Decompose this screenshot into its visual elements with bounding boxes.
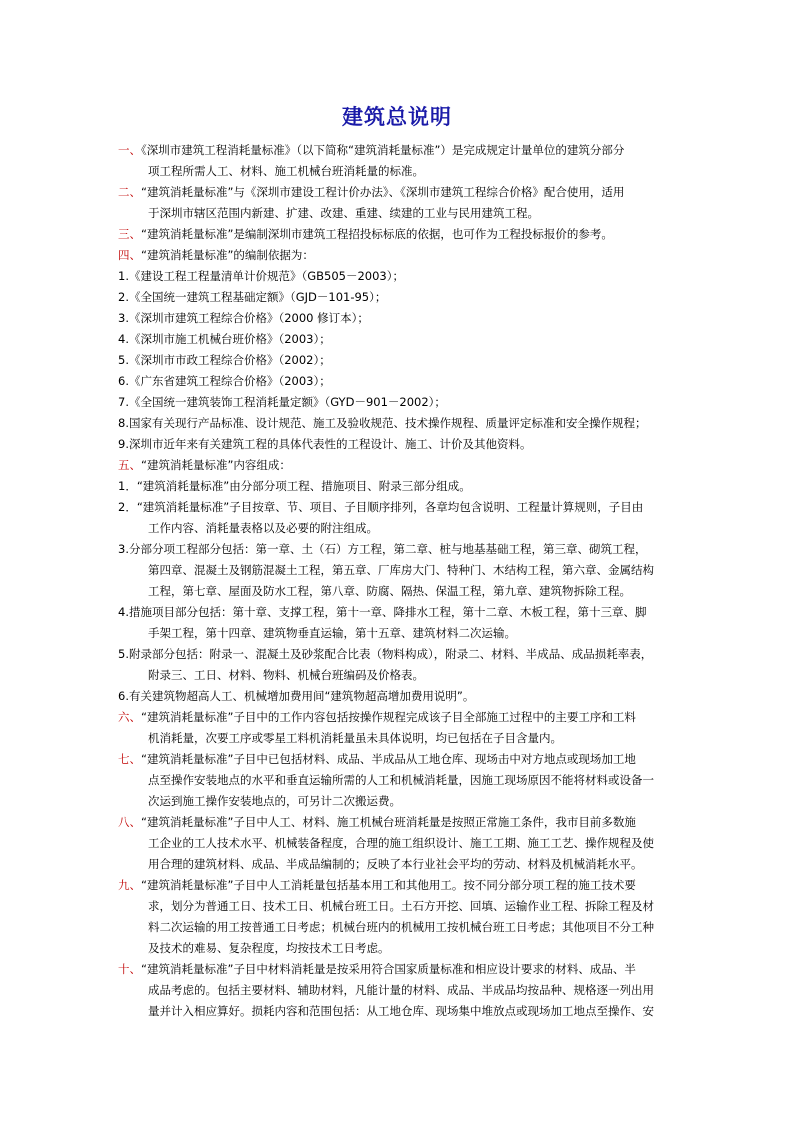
text-line (118, 329, 678, 350)
line-text: 4.《深圳市施工机械台班价格》（2003）； (118, 332, 331, 346)
document-title: 建筑总说明 (342, 104, 452, 129)
text-line (118, 686, 678, 707)
section-number: 十、 (118, 962, 141, 976)
text-line (118, 518, 678, 539)
text-line (118, 602, 678, 623)
line-text: 次运到施工操作安装地点的，可另计二次搬运费。 (148, 794, 401, 808)
line-text: 工企业的工人技术水平、机械装备程度，合理的施工组织设计、施工工期、施工工艺、操作规程及使 (148, 836, 654, 850)
text-line (118, 581, 678, 602)
line-text: 求，划分为普通工日、技术工日、机械台班工日。土石方开挖、回填、运输作业工程、拆除工程及材 (148, 899, 654, 913)
section-number: 四、 (118, 248, 141, 262)
text-line (118, 896, 678, 917)
text-line (118, 1001, 678, 1022)
text-line (118, 791, 678, 812)
line-text: 点至操作安装地点的水平和垂直运输所需的人工和机械消耗量，因施工现场原因不能将材料或设备一 (148, 773, 654, 787)
section-number: 二、 (118, 185, 141, 199)
text-line (118, 455, 678, 476)
line-text: 4.措施项目部分包括：第十章、支撑工程，第十一章、降排水工程，第十二章、木板工程，第十三章、脚 (118, 605, 647, 619)
line-text: 成品考虑的。包括主要材料、辅助材料，凡能计量的材料、成品、半成品均按品种、规格逐一列出用 (148, 983, 654, 997)
line-text: “建筑消耗量标准”与《深圳市建设工程计价办法》、《深圳市建筑工程综合价格》配合使用，适用 (141, 185, 625, 199)
text-line (118, 854, 678, 875)
text-line (118, 938, 678, 959)
line-text: 2.《全国统一建筑工程基础定额》（GJD－101-95）； (118, 290, 387, 304)
text-line (118, 224, 678, 245)
line-text: 于深圳市辖区范围内新建、扩建、改建、重建、续建的工业与民用建筑工程。 (148, 206, 539, 220)
line-text: “建筑消耗量标准”的编制依据为： (141, 248, 314, 262)
line-text: 项工程所需人工、材料、施工机械台班消耗量的标准。 (148, 164, 424, 178)
line-text: 工程，第七章、屋面及防水工程，第八章、防腐、隔热、保温工程，第九章、建筑物拆除工程。 (148, 584, 631, 598)
line-text: 《深圳市建筑工程消耗量标准》（以下简称“建筑消耗量标准”）是完成规定计量单位的建筑分部分 (141, 143, 625, 157)
text-line (118, 266, 678, 287)
line-text: 料二次运输的用工按普通工日考虑；机械台班内的机械用工按机械台班工日考虑；其他项目不分工种 (148, 920, 654, 934)
text-line (118, 812, 678, 833)
line-text: 手架工程，第十四章、建筑物垂直运输，第十五章、建筑材料二次运输。 (148, 626, 516, 640)
text-line (118, 350, 678, 371)
text-line (118, 707, 678, 728)
line-text: 附录三、工日、材料、物料、机械台班编码及价格表。 (148, 668, 424, 682)
line-text: 8.国家有关现行产品标准、设计规范、施工及验收规范、技术操作规程、质量评定标准和安全操作规程； (118, 416, 647, 430)
text-line (118, 749, 678, 770)
text-line (118, 833, 678, 854)
section-number: 五、 (118, 458, 141, 472)
line-text: 9.深圳市近年来有关建筑工程的具体代表性的工程设计、施工、计价及其他资料。 (118, 437, 532, 451)
text-line (118, 539, 678, 560)
line-text: “建筑消耗量标准”子目中材料消耗量是按采用符合国家质量标准和相应设计要求的材料、成品、半 (141, 962, 636, 976)
text-line (118, 623, 678, 644)
text-line (118, 245, 678, 266)
line-text: 7.《全国统一建筑装饰工程消耗量定额》（GYD－901－2002）； (118, 395, 446, 409)
line-text: “建筑消耗量标准”子目中人工消耗量包括基本用工和其他用工。按不同分部分项工程的施工技术要 (141, 878, 636, 892)
line-text: 用合理的建筑材料、成品、半成品编制的；反映了本行业社会平均的劳动、材料及机械消耗水平。 (148, 857, 643, 871)
text-line (118, 980, 678, 1001)
text-line (118, 497, 678, 518)
line-text: 及技术的难易、复杂程度，均按技术工日考虑。 (148, 941, 390, 955)
text-line (118, 560, 678, 581)
line-text: “建筑消耗量标准”子目中的工作内容包括按操作规程完成该子目全部施工过程中的主要工序和工料 (141, 710, 636, 724)
text-line (118, 875, 678, 896)
text-line (118, 182, 678, 203)
section-number: 六、 (118, 710, 141, 724)
text-line (118, 287, 678, 308)
line-text: 量并计入相应算好。损耗内容和范围包括：从工地仓库、现场集中堆放点或现场加工地点至操作、安 (148, 1004, 654, 1018)
text-line (118, 644, 678, 665)
document-body (118, 140, 678, 1022)
line-text: 3.《深圳市建筑工程综合价格》（2000 修订本）； (118, 311, 369, 325)
text-line (118, 203, 678, 224)
text-line (118, 140, 678, 161)
text-line (118, 371, 678, 392)
line-text: “建筑消耗量标准”子目中已包括材料、成品、半成品从工地仓库、现场击中对方地点或现场加工地 (141, 752, 636, 766)
line-text: 工作内容、消耗量表格以及必要的附注组成。 (148, 521, 378, 535)
section-number: 八、 (118, 815, 141, 829)
line-text: 6.《广东省建筑工程综合价格》（2003）； (118, 374, 331, 388)
section-number: 三、 (118, 227, 141, 241)
line-text: 5.《深圳市市政工程综合价格》（2002）； (118, 353, 331, 367)
line-text: 6.有关建筑物超高人工、机械增加费用间“建筑物超高增加费用说明”。 (118, 689, 475, 703)
text-line (118, 308, 678, 329)
text-line (118, 770, 678, 791)
line-text: 1.《建设工程工程量清单计价规范》（GB505－2003）； (118, 269, 404, 283)
line-text: 机消耗量，次要工序或零星工料机消耗量虽未具体说明，均已包括在子目含量内。 (148, 731, 562, 745)
line-text: “建筑消耗量标准”子目中人工、材料、施工机械台班消耗量是按照正常施工条件，我市目前多数施 (141, 815, 636, 829)
line-text: 1．“建筑消耗量标准”由分部分项工程、措施项目、附录三部分组成。 (118, 479, 471, 493)
text-line (118, 434, 678, 455)
text-line (118, 161, 678, 182)
text-line (118, 665, 678, 686)
line-text: “建筑消耗量标准”是编制深圳市建筑工程招投标标底的依据，也可作为工程投标报价的参考。 (141, 227, 613, 241)
text-line (118, 917, 678, 938)
line-text: 2．“建筑消耗量标准”子目按章、节、项目、子目顺序排列，各章均包含说明、工程量计算规则，子目由 (118, 500, 644, 514)
text-line (118, 413, 678, 434)
line-text: 3.分部分项工程部分包括：第一章、土（石）方工程，第二章、桩与地基基础工程，第三章、砌筑工程， (118, 542, 647, 556)
text-line (118, 476, 678, 497)
text-line (118, 959, 678, 980)
section-number: 一、 (118, 143, 141, 157)
text-line (118, 728, 678, 749)
line-text: “建筑消耗量标准”内容组成： (141, 458, 291, 472)
section-number: 九、 (118, 878, 141, 892)
line-text: 5.附录部分包括：附录一、混凝土及砂浆配合比表（物料构成），附录二、材料、半成品、成品损耗率表， (118, 647, 653, 661)
text-line (118, 392, 678, 413)
line-text: 第四章、混凝土及钢筋混凝土工程，第五章、厂库房大门、特种门、木结构工程，第六章、金属结构 (148, 563, 654, 577)
section-number: 七、 (118, 752, 141, 766)
